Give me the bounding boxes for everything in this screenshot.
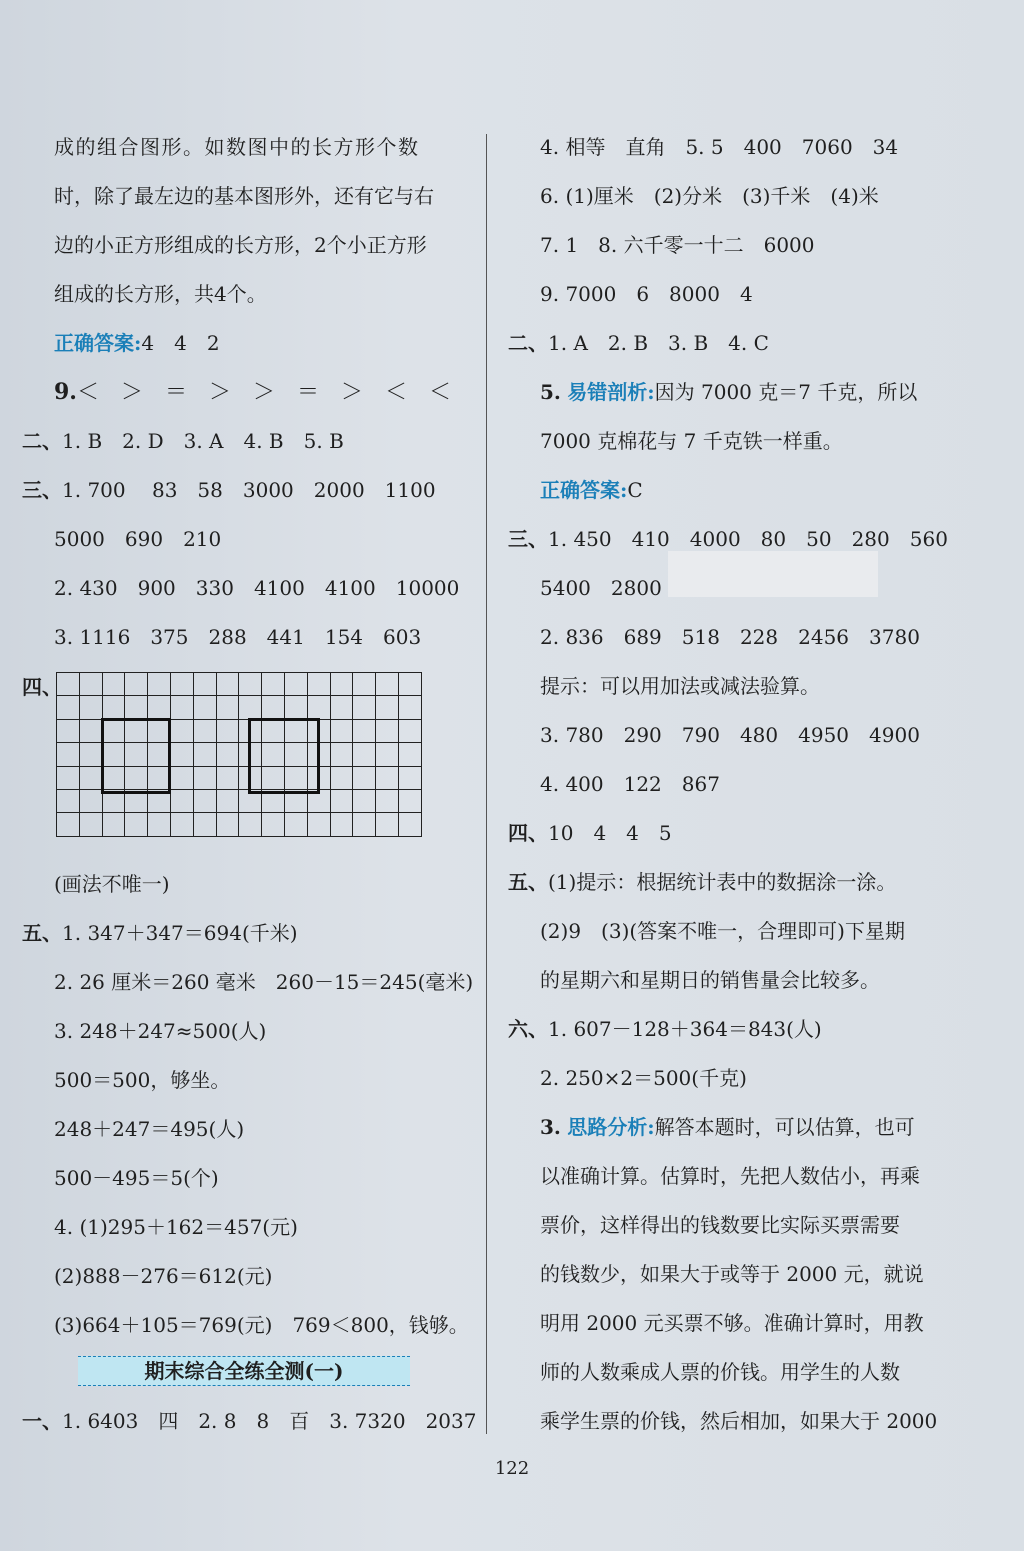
right-correct-value: C bbox=[627, 478, 643, 502]
right-section-4-value: 10 4 4 5 bbox=[548, 821, 672, 845]
right-r14: 4. 400 122 867 bbox=[540, 772, 720, 796]
idea-analysis-label: 思路分析: bbox=[567, 1115, 655, 1139]
right-r24: 的钱数少，如果大于或等于 2000 元，就说 bbox=[540, 1262, 924, 1286]
left-para-line-1: 成的组合图形。如数图中的长方形个数 bbox=[54, 135, 420, 159]
drawing-note: (画法不唯一) bbox=[54, 872, 170, 896]
right-r25: 明用 2000 元买票不够。准确计算时，用教 bbox=[540, 1311, 924, 1335]
right-q3-row bbox=[540, 1114, 915, 1140]
section-2-row bbox=[22, 428, 344, 454]
right-r23: 票价，这样得出的钱数要比实际买票需要 bbox=[540, 1213, 900, 1237]
right-section-2-number: 二、 bbox=[508, 331, 548, 355]
section-3-q1-cont: 5000 690 210 bbox=[54, 527, 222, 551]
section-5-q3-line3: 248＋247＝495(人) bbox=[54, 1117, 245, 1141]
section-5-q2: 2. 26 厘米＝260 毫米 260－15＝245(毫米) bbox=[54, 970, 474, 994]
right-r1: 4. 相等 直角 5. 5 400 7060 34 bbox=[540, 135, 899, 159]
right-r11: 2. 836 689 518 228 2456 3780 bbox=[540, 625, 920, 649]
q9-number: 9. bbox=[54, 379, 77, 405]
error-analysis-label: 易错剖析: bbox=[567, 380, 655, 404]
correct-answer-label: 正确答案: bbox=[54, 331, 142, 355]
section-3-q3: 3. 1116 375 288 441 154 603 bbox=[54, 625, 422, 649]
right-r20: 2. 250×2＝500(千克) bbox=[540, 1066, 747, 1090]
q9-value: ＜ ＞ ＝ ＞ ＞ ＝ ＞ ＜ ＜ bbox=[76, 380, 451, 405]
column-divider bbox=[486, 134, 487, 1434]
section-2-number: 二、 bbox=[22, 429, 62, 453]
page-number: 122 bbox=[494, 1458, 530, 1479]
right-section-6-row bbox=[508, 1016, 822, 1042]
right-r3: 7. 1 8. 六千零一十二 6000 bbox=[540, 233, 815, 257]
right-r26: 师的人数乘成人票的价钱。用学生的人数 bbox=[540, 1360, 900, 1384]
correct-answer-row bbox=[54, 330, 220, 356]
right-r7: 7000 克棉花与 7 千克铁一样重。 bbox=[540, 429, 843, 453]
error-analysis-text: 因为 7000 克＝7 千克，所以 bbox=[654, 380, 918, 404]
section-3-q2: 2. 430 900 330 4100 4100 10000 bbox=[54, 576, 460, 600]
right-q5-row bbox=[540, 379, 917, 405]
right-section-2-row bbox=[508, 330, 769, 356]
right-r13: 3. 780 290 790 480 4950 4900 bbox=[540, 723, 920, 747]
section-3-row bbox=[22, 477, 436, 503]
left-para-line-4: 组成的长方形，共4个。 bbox=[54, 282, 267, 306]
right-r22: 以准确计算。估算时，先把人数估小，再乘 bbox=[540, 1164, 920, 1188]
drawn-square-left bbox=[101, 718, 171, 794]
right-section-4-row bbox=[508, 820, 672, 846]
right-q3-number: 3. bbox=[540, 1115, 561, 1139]
q9-row bbox=[54, 379, 451, 406]
right-r2: 6. (1)厘米 (2)分米 (3)千米 (4)米 bbox=[540, 184, 879, 208]
idea-analysis-text: 解答本题时，可以估算，也可 bbox=[654, 1115, 915, 1139]
right-section-5-row bbox=[508, 869, 896, 895]
right-correct-row bbox=[540, 477, 643, 503]
section-5-q3: 3. 248＋247≈500(人) bbox=[54, 1019, 267, 1043]
right-section-3-q1: 1. 450 410 4000 80 50 280 560 bbox=[548, 527, 948, 551]
section-2-value: 1. B 2. D 3. A 4. B 5. B bbox=[62, 429, 344, 453]
final-test-row bbox=[22, 1408, 476, 1434]
section-5-q3-line2: 500＝500，够坐。 bbox=[54, 1068, 231, 1092]
right-q5-number: 5. bbox=[540, 380, 561, 404]
section-5-row bbox=[22, 920, 298, 946]
section-3-q1: 1. 700 83 58 3000 2000 1100 bbox=[62, 478, 436, 502]
right-r27: 乘学生票的价钱，然后相加，如果大于 2000 bbox=[540, 1409, 938, 1433]
correct-answer-value: 4 4 2 bbox=[141, 331, 220, 355]
section-5-q4-line3: (3)664＋105＝769(元) 769＜800，钱够。 bbox=[54, 1313, 469, 1337]
section-4-number: 四、 bbox=[22, 675, 62, 699]
final-test-value: 1. 6403 四 2. 8 8 百 3. 7320 2037 bbox=[62, 1409, 477, 1433]
right-r4: 9. 7000 6 8000 4 bbox=[540, 282, 753, 306]
left-para-line-3: 边的小正方形组成的长方形，2个小正方形 bbox=[54, 233, 427, 257]
right-section-6-number: 六、 bbox=[508, 1017, 548, 1041]
right-r18: 的星期六和星期日的销售量会比较多。 bbox=[540, 968, 880, 992]
section-3-number: 三、 bbox=[22, 478, 62, 502]
right-section-5-number: 五、 bbox=[508, 870, 548, 894]
drawn-square-right bbox=[248, 718, 320, 794]
right-r10: 5400 2800 bbox=[540, 576, 662, 600]
section-5-q1: 1. 347＋347＝694(千米) bbox=[62, 921, 298, 945]
section-5-number: 五、 bbox=[22, 921, 62, 945]
right-section-2-value: 1. A 2. B 3. B 4. C bbox=[548, 331, 769, 355]
right-section-6-q1: 1. 607－128＋364＝843(人) bbox=[548, 1017, 822, 1041]
section-5-q3-line4: 500－495＝5(个) bbox=[54, 1166, 219, 1190]
section-5-q4: 4. (1)295＋162＝457(元) bbox=[54, 1215, 298, 1239]
right-correct-label: 正确答案: bbox=[540, 478, 628, 502]
right-r17: (2)9 (3)(答案不唯一，合理即可)下星期 bbox=[540, 919, 905, 943]
redaction-box bbox=[668, 551, 878, 597]
left-para-line-2: 时，除了最左边的基本图形外，还有它与右 bbox=[54, 184, 434, 208]
right-section-3-row bbox=[508, 526, 948, 552]
final-test-number: 一、 bbox=[22, 1409, 62, 1433]
right-section-4-number: 四、 bbox=[508, 821, 548, 845]
right-section-5-q1: (1)提示：根据统计表中的数据涂一涂。 bbox=[548, 870, 897, 894]
section-title-banner: 期末综合全练全测(一) bbox=[78, 1356, 410, 1386]
section-5-q4-line2: (2)888－276＝612(元) bbox=[54, 1264, 273, 1288]
right-section-3-number: 三、 bbox=[508, 527, 548, 551]
right-r12: 提示：可以用加法或减法验算。 bbox=[540, 674, 820, 698]
